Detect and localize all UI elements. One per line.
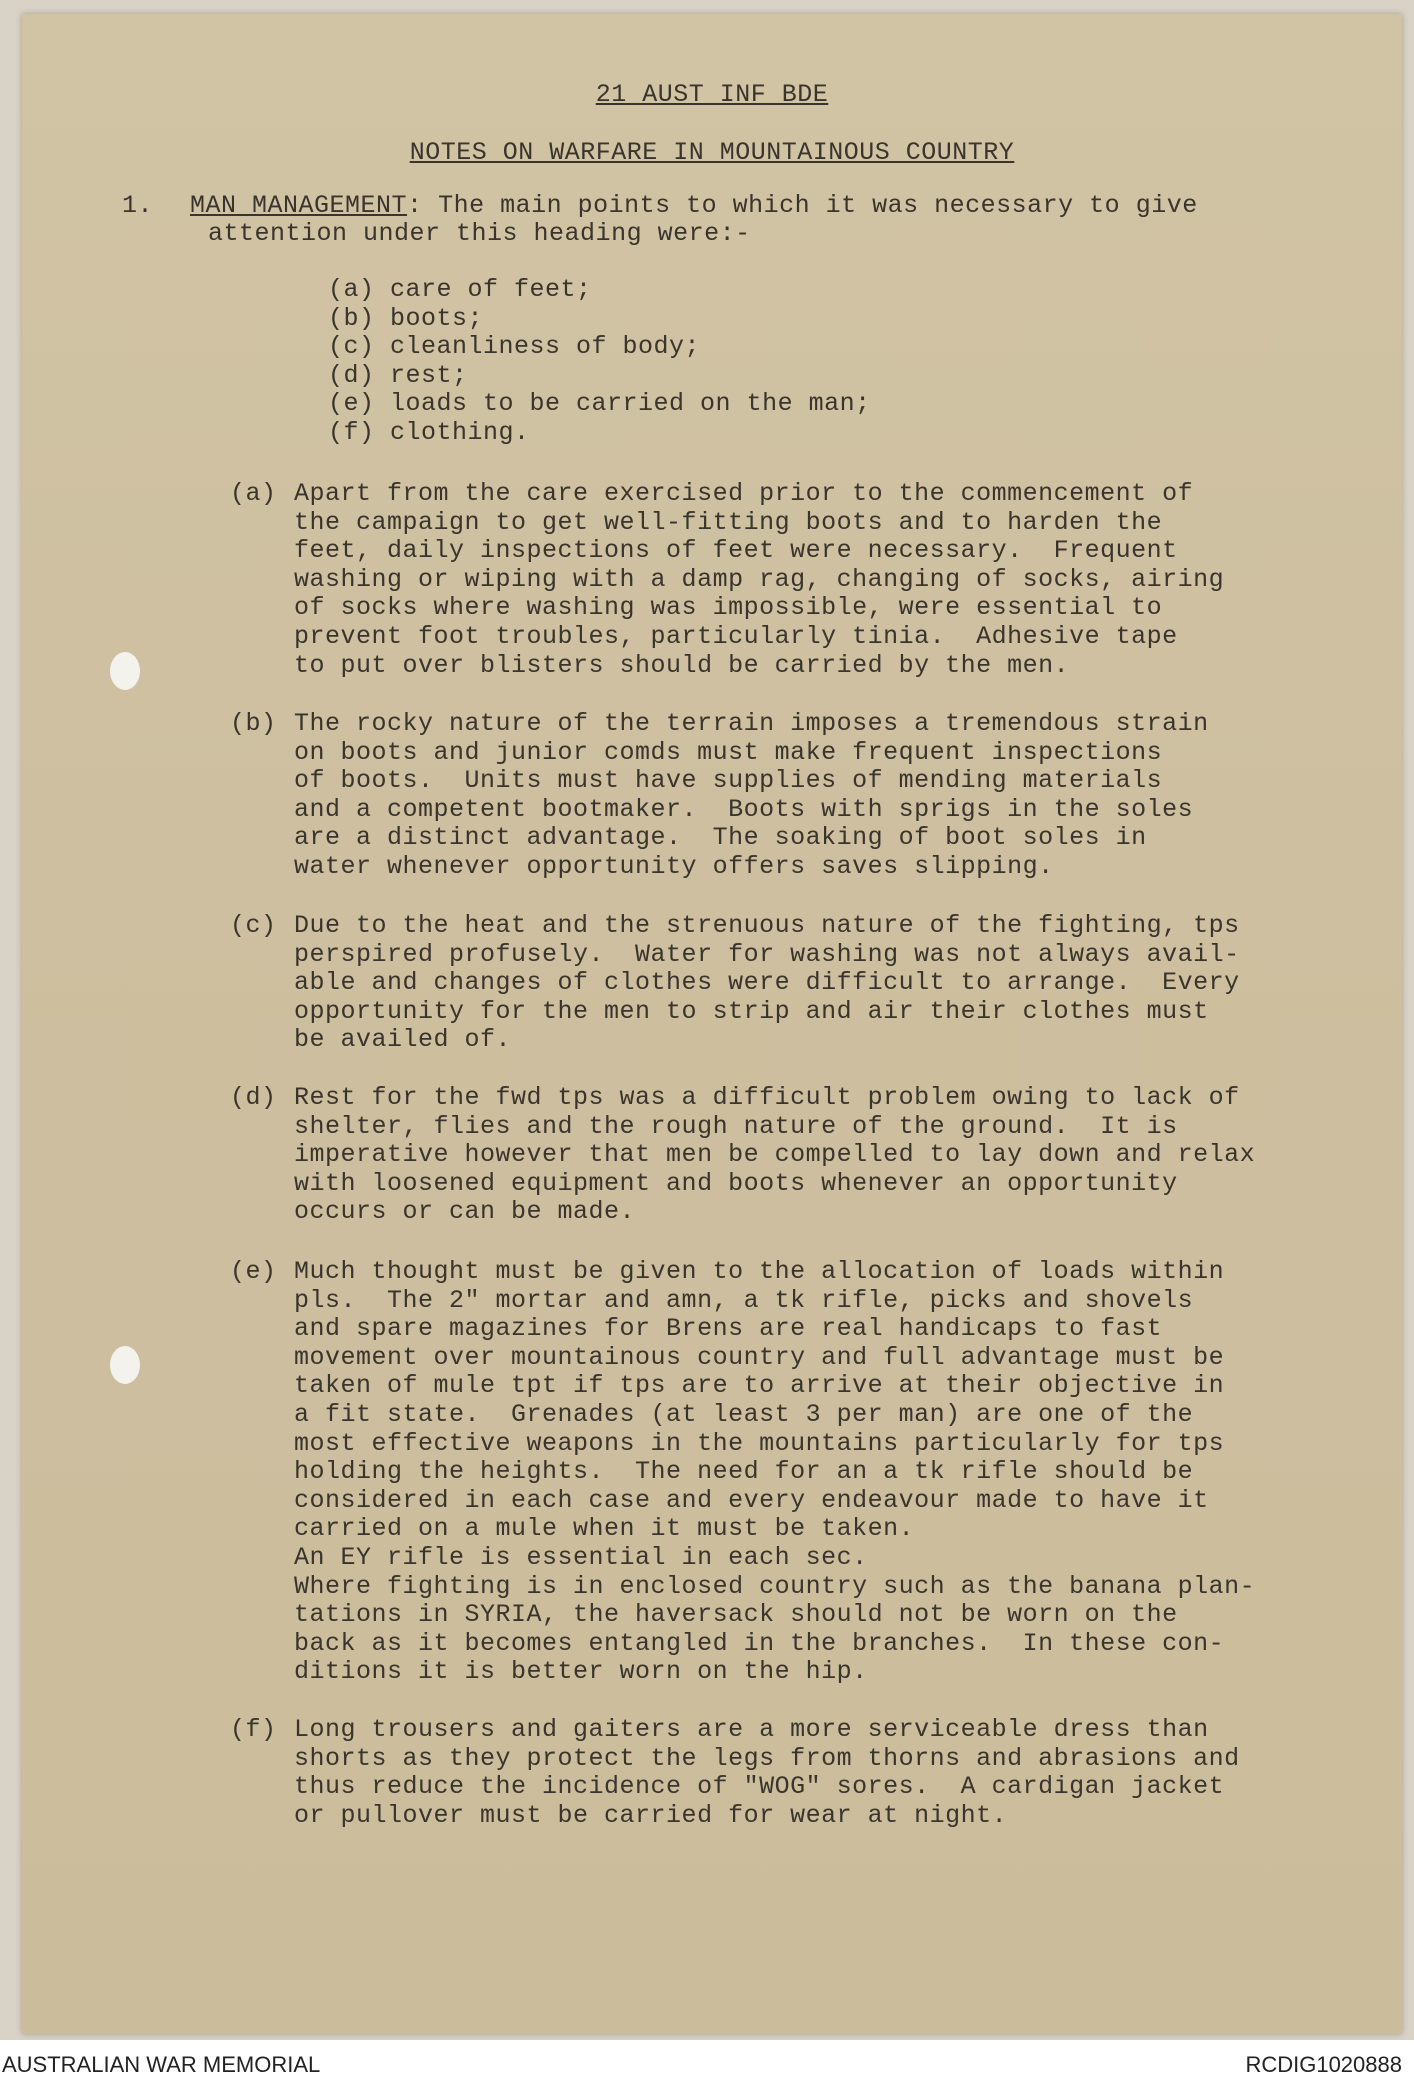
paragraph-rest xyxy=(294,1084,1255,1227)
paragraph-line: movement over mountainous country and full advantage must be xyxy=(294,1342,1225,1372)
paragraph-cleanliness xyxy=(294,912,1240,1055)
topic-item: (d) rest; xyxy=(328,360,468,390)
paragraph-line: of socks where washing was impossible, were essential to xyxy=(294,593,1163,623)
paragraph-loads-addendum xyxy=(294,1544,1255,1687)
paragraph-line: on boots and junior comds must make frequent inspections xyxy=(294,737,1163,767)
paragraph-label: (b) xyxy=(230,709,277,738)
section-heading-line xyxy=(190,192,1198,220)
paragraph-line: or pullover must be carried for wear at night. xyxy=(294,1800,1008,1830)
paragraph-line: and a competent bootmaker. Boots with sprigs in the soles xyxy=(294,794,1194,824)
paragraph-line: water whenever opportunity offers saves slipping. xyxy=(294,851,1054,881)
section-number: 1. xyxy=(122,191,154,220)
topic-list xyxy=(328,276,871,448)
paragraph-line: of boots. Units must have supplies of mending materials xyxy=(294,766,1163,796)
paragraph-line: perspired profusely. Water for washing was not always avail- xyxy=(294,939,1240,969)
topic-item: (c) cleanliness of body; xyxy=(328,332,701,362)
institution-name: AUSTRALIAN WAR MEMORIAL xyxy=(2,2052,321,2077)
paragraph-line: the campaign to get well-fitting boots and to harden the xyxy=(294,507,1163,537)
paragraph-line: and spare magazines for Brens are real handicaps to fast xyxy=(294,1314,1163,1344)
paragraph-line: most effective weapons in the mountains particularly for tps xyxy=(294,1428,1225,1458)
paragraph-line: Long trousers and gaiters are a more serviceable dress than xyxy=(294,1715,1209,1744)
paragraph-line: Due to the heat and the strenuous nature of the fighting, tps xyxy=(294,911,1240,940)
section-intro-continued: attention under this heading were:- xyxy=(208,219,751,248)
paragraph-line: back as it becomes entangled in the branches. In these con- xyxy=(294,1628,1225,1658)
paragraph-care-of-feet xyxy=(294,480,1224,680)
paragraph-line: feet, daily inspections of feet were necessary. Frequent xyxy=(294,536,1178,566)
paragraph-line: Much thought must be given to the allocation of loads within xyxy=(294,1257,1225,1286)
paragraph-line: to put over blisters should be carried by the men. xyxy=(294,650,1070,680)
archive-footer xyxy=(0,2042,1414,2082)
document-title: NOTES ON WARFARE IN MOUNTAINOUS COUNTRY xyxy=(409,138,1015,167)
paragraph-line: able and changes of clothes were difficult to arrange. Every xyxy=(294,968,1240,998)
topic-item: (b) boots; xyxy=(328,303,484,333)
paragraph-line: shelter, flies and the rough nature of the ground. It is xyxy=(294,1111,1178,1141)
paragraph-label: (a) xyxy=(230,479,277,508)
paragraph-line: The rocky nature of the terrain imposes a tremendous strain xyxy=(294,709,1209,738)
paragraph-clothing xyxy=(294,1716,1240,1830)
paragraph-line: washing or wiping with a damp rag, changing of socks, airing xyxy=(294,564,1225,594)
paragraph-line: Where fighting is in enclosed country such as the banana plan- xyxy=(294,1571,1256,1601)
topic-item: (a) care of feet; xyxy=(328,275,592,304)
paragraph-line: be availed of. xyxy=(294,1025,512,1055)
section-intro: The main points to which it was necessary to give xyxy=(438,191,1198,220)
paragraph-line: Apart from the care exercised prior to the commencement of xyxy=(294,479,1194,508)
topic-item: (e) loads to be carried on the man; xyxy=(328,389,871,419)
paragraph-line: thus reduce the incidence of "WOG" sores. A cardigan jacket xyxy=(294,1772,1225,1802)
paragraph-boots xyxy=(294,710,1209,882)
paragraph-line: ditions it is better worn on the hip. xyxy=(294,1657,868,1687)
paragraph-label: (c) xyxy=(230,911,277,940)
paragraph-line: with loosened equipment and boots whenever an opportunity xyxy=(294,1168,1178,1198)
section-heading: MAN MANAGEMENT xyxy=(190,191,408,220)
paragraph-label: (d) xyxy=(230,1083,277,1112)
punch-hole-lower xyxy=(110,1346,140,1384)
paragraph-line: considered in each case and every endeavour made to have it xyxy=(294,1485,1209,1515)
punch-hole-upper xyxy=(110,652,140,690)
paragraph-label: (e) xyxy=(230,1257,277,1286)
paragraph-line: imperative however that men be compelled to lay down and relax xyxy=(294,1140,1256,1170)
paragraph-line: are a distinct advantage. The soaking of boot soles in xyxy=(294,823,1147,853)
paragraph-line: prevent foot troubles, particularly tinia. Adhesive tape xyxy=(294,621,1178,651)
paragraph-line: shorts as they protect the legs from thorns and abrasions and xyxy=(294,1743,1240,1773)
paragraph-line: holding the heights. The need for an a tk rifle should be xyxy=(294,1457,1194,1487)
typed-document-sheet xyxy=(22,14,1402,2034)
paragraph-line: Rest for the fwd tps was a difficult problem owing to lack of xyxy=(294,1083,1240,1112)
paragraph-line: tations in SYRIA, the haversack should not be worn on the xyxy=(294,1600,1178,1630)
paragraph-line: pls. The 2" mortar and amn, a tk rifle, picks and shovels xyxy=(294,1285,1194,1315)
record-reference: RCDIG1020888 xyxy=(1245,2052,1402,2077)
paragraph-label: (f) xyxy=(230,1715,277,1744)
paragraph-line: An EY rifle is essential in each sec. xyxy=(294,1543,868,1572)
heading-colon: : xyxy=(407,191,423,220)
paragraph-line: occurs or can be made. xyxy=(294,1197,636,1227)
paragraph-line: a fit state. Grenades (at least 3 per man) are one of the xyxy=(294,1399,1194,1429)
paragraph-loads xyxy=(294,1258,1224,1544)
paragraph-line: opportunity for the men to strip and air their clothes must xyxy=(294,996,1209,1026)
topic-item: (f) clothing. xyxy=(328,417,530,447)
paragraph-line: carried on a mule when it must be taken. xyxy=(294,1514,915,1544)
paragraph-line: taken of mule tpt if tps are to arrive at their objective in xyxy=(294,1371,1225,1401)
brigade-header: 21 AUST INF BDE xyxy=(595,80,829,109)
